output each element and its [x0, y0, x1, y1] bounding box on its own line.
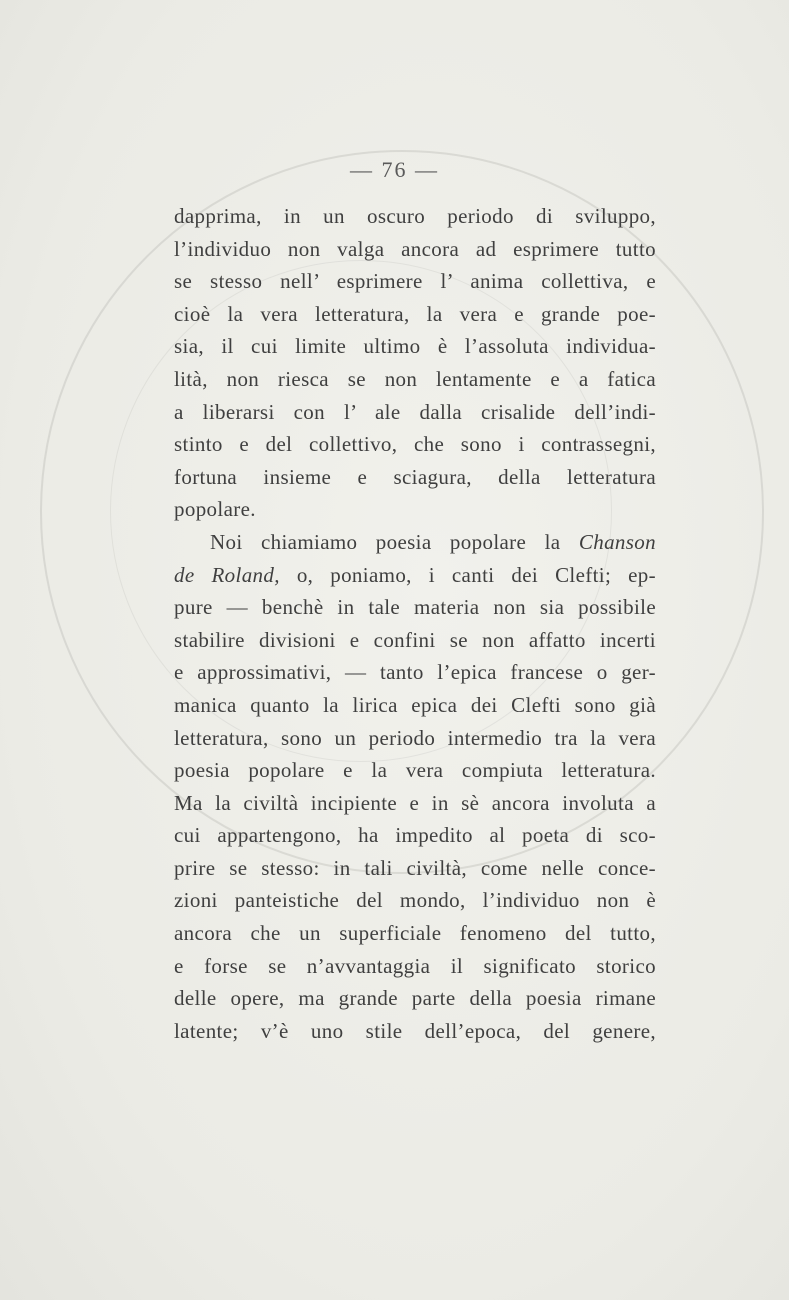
- text-line: sia, il cui limite ultimo è l’assoluta individua-: [174, 334, 656, 359]
- text-line: fortuna insieme e sciagura, della letteratura: [174, 464, 656, 489]
- page-number: — 76 —: [350, 157, 439, 182]
- text-line: popolare.: [174, 497, 256, 522]
- body-text: [174, 200, 656, 1047]
- text-line: letteratura, sono un periodo intermedio tra la vera: [174, 725, 656, 750]
- text-line: pure — benchè in tale materia non sia possibile: [174, 595, 656, 620]
- text-line: dapprima, in un oscuro periodo di sviluppo,: [174, 204, 656, 228]
- text-line: lità, non riesca se non lentamente e a fatica: [174, 366, 656, 391]
- text-line: e forse se n’avvantaggia il significato storico: [174, 953, 656, 978]
- paragraph-start-line: [174, 526, 656, 559]
- text-line: ancora che un superficiale fenomeno del tutto,: [174, 921, 656, 946]
- text-segment: Noi chiamiamo poesia popolare la: [210, 529, 561, 554]
- text-line: zioni panteistiche del mondo, l’individuo non è: [174, 888, 656, 913]
- text-line: poesia popolare e la vera compiuta letteratura.: [174, 758, 656, 783]
- text-line: stinto e del collettivo, che sono i contrassegni,: [174, 432, 656, 457]
- text-line: e approssimativi, — tanto l’epica francese o ger-: [174, 660, 656, 685]
- text-line: delle opere, ma grande parte della poesia rimane: [174, 986, 656, 1011]
- italic-title: Chanson: [578, 529, 656, 554]
- text-line: cui appartengono, ha impedito al poeta di sco-: [174, 823, 656, 848]
- text-line: Ma la civiltà incipiente e in sè ancora involuta a: [174, 790, 656, 815]
- text-line: stabilire divisioni e confini se non affatto incerti: [174, 627, 656, 652]
- text-line: [174, 559, 656, 592]
- text-line: se stesso nell’ esprimere l’ anima collettiva, e: [174, 269, 656, 294]
- text-line: latente; v’è uno stile dell’epoca, del genere,: [174, 1018, 656, 1043]
- text-line: l’individuo non valga ancora ad esprimere tutto: [174, 236, 656, 261]
- italic-title: de Roland,: [174, 562, 280, 587]
- text-line: a liberarsi con l’ ale dalla crisalide dell’indi-: [174, 399, 656, 424]
- text-line: prire se stesso: in tali civiltà, come nelle conce-: [174, 855, 656, 880]
- text-segment: o, poniamo, i canti dei Clefti; ep-: [279, 562, 657, 587]
- text-line: manica quanto la lirica epica dei Clefti sono già: [174, 692, 656, 717]
- text-line: cioè la vera letteratura, la vera e grande poe-: [174, 301, 656, 326]
